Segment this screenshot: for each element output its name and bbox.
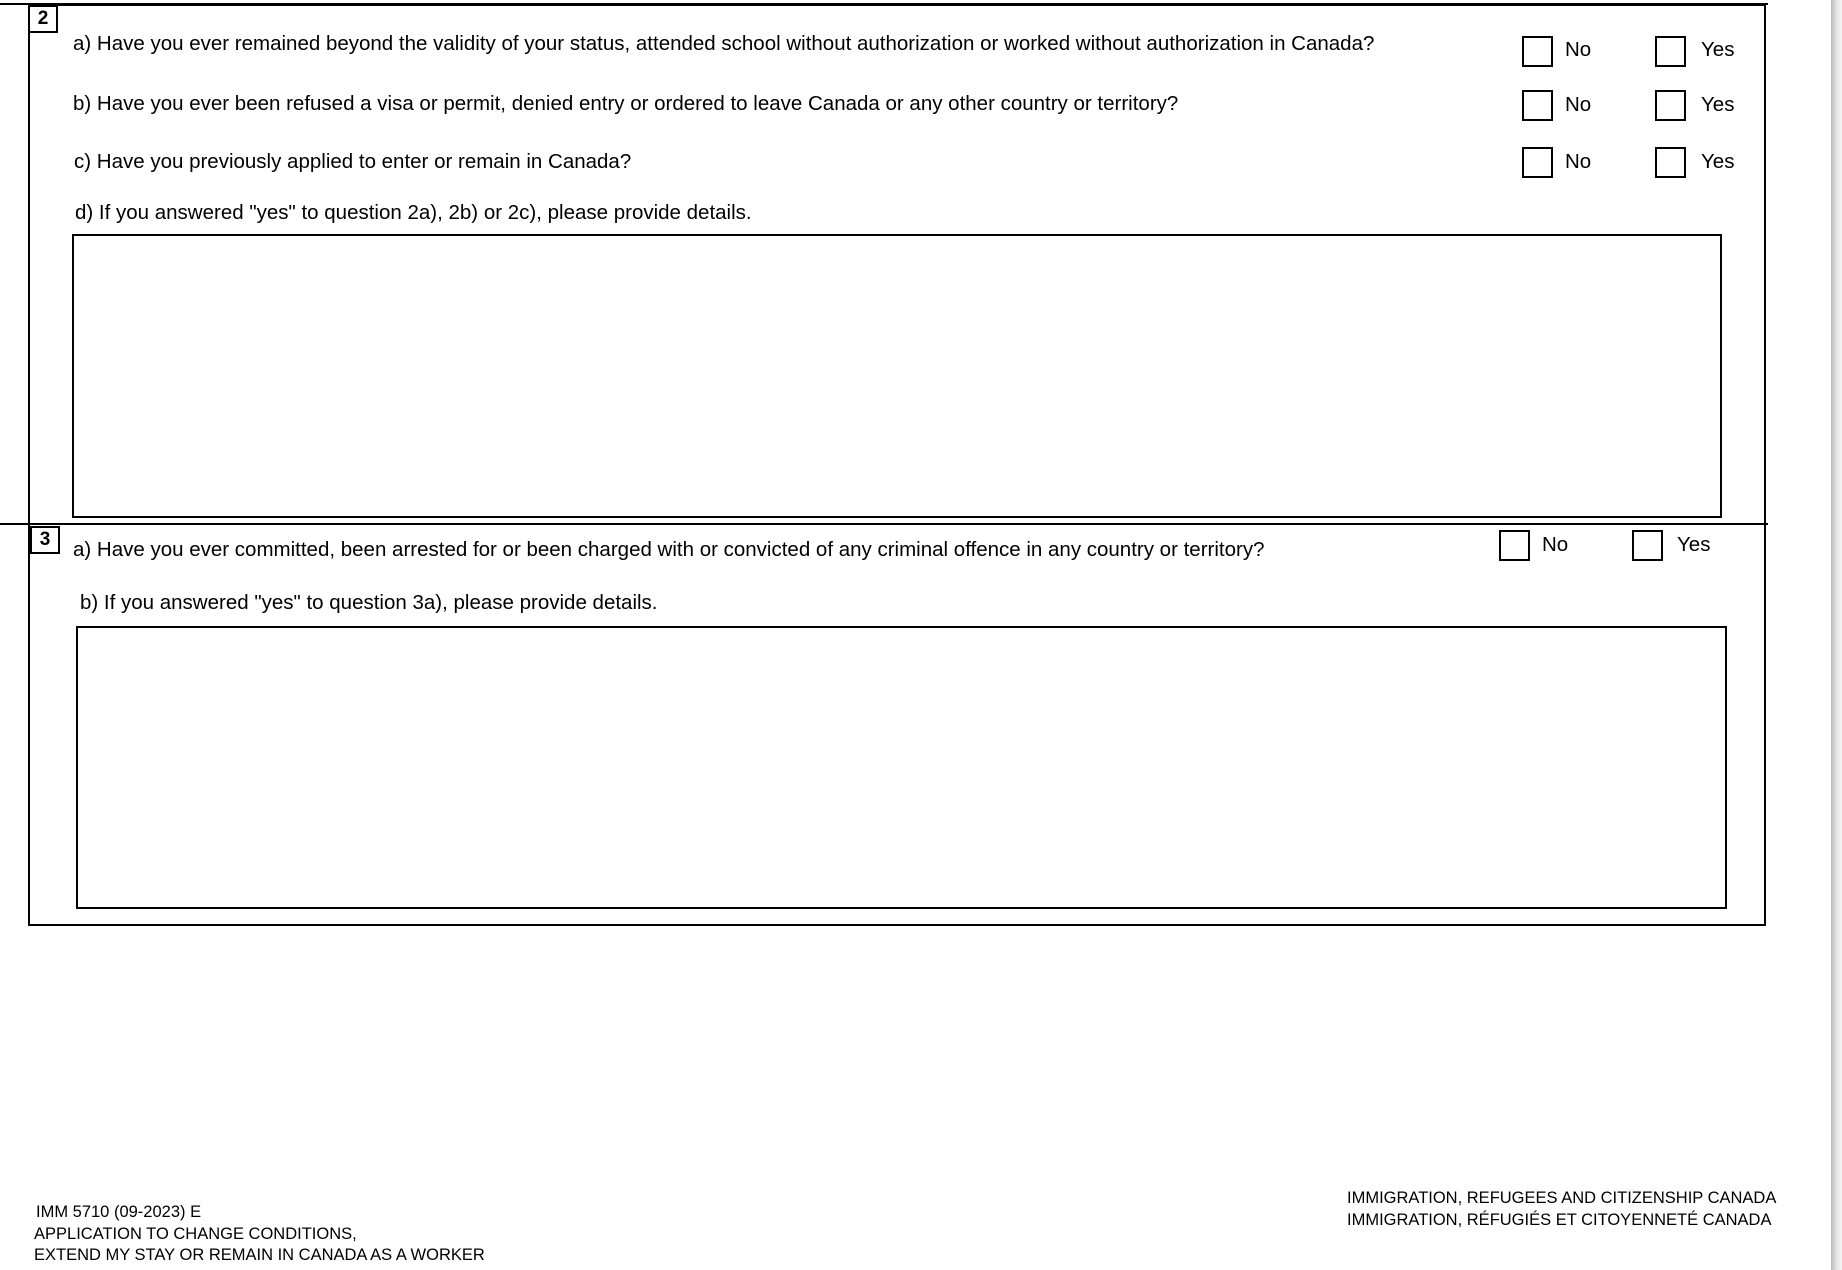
form-title-line-2: EXTEND MY STAY OR REMAIN IN CANADA AS A WORKER — [34, 1246, 485, 1264]
question-2a-yes-label: Yes — [1701, 38, 1735, 61]
question-2b-no-label: No — [1565, 93, 1592, 116]
question-2c: c) Have you previously applied to enter or remain in Canada? — [74, 150, 632, 173]
section-3-top-border — [0, 523, 1768, 525]
question-3a-no-checkbox[interactable] — [1499, 530, 1530, 561]
question-2c-yes-label: Yes — [1701, 150, 1735, 173]
question-2a-yes-checkbox[interactable] — [1655, 36, 1686, 67]
question-3b-prompt: b) If you answered "yes" to question 3a), please provide details. — [80, 591, 658, 614]
agency-name — [1347, 1187, 1776, 1231]
question-2d-prompt: d) If you answered "yes" to question 2a), 2b) or 2c), please provide details. — [75, 201, 752, 224]
section-number-2: 2 — [28, 5, 58, 33]
question-2b-yes-checkbox[interactable] — [1655, 90, 1686, 121]
question-3a-yes-label: Yes — [1677, 533, 1711, 556]
question-2a: a) Have you ever remained beyond the validity of your status, attended school without authorization or worked without authorization in Canada? — [73, 32, 1375, 55]
question-2c-yes-checkbox[interactable] — [1655, 147, 1686, 178]
question-2c-no-checkbox[interactable] — [1522, 147, 1553, 178]
question-2b-yes-label: Yes — [1701, 93, 1735, 116]
agency-name-fr: IMMIGRATION, RÉFUGIÉS ET CITOYENNETÉ CANADA — [1347, 1211, 1772, 1229]
section-2-top-border — [0, 3, 1768, 5]
question-3a: a) Have you ever committed, been arrested for or been charged with or convicted of any criminal offence in any country or territory? — [73, 538, 1265, 561]
section-2-details-field[interactable] — [72, 234, 1722, 518]
form-identification — [34, 1202, 485, 1267]
page-edge-shadow — [1831, 0, 1842, 1270]
question-3a-yes-checkbox[interactable] — [1632, 530, 1663, 561]
section-number-3: 3 — [30, 526, 60, 554]
form-code: IMM 5710 (09-2023) E — [36, 1203, 202, 1221]
question-2a-no-label: No — [1565, 38, 1592, 61]
question-2c-no-label: No — [1565, 150, 1592, 173]
question-2a-no-checkbox[interactable] — [1522, 36, 1553, 67]
question-2b: b) Have you ever been refused a visa or permit, denied entry or ordered to leave Canada or any other country or territory? — [73, 92, 1179, 115]
question-2b-no-checkbox[interactable] — [1522, 90, 1553, 121]
section-3-details-field[interactable] — [76, 626, 1727, 909]
agency-name-en: IMMIGRATION, REFUGEES AND CITIZENSHIP CANADA — [1347, 1189, 1777, 1207]
form-title-line-1: APPLICATION TO CHANGE CONDITIONS, — [34, 1224, 357, 1243]
question-3a-no-label: No — [1542, 533, 1569, 556]
